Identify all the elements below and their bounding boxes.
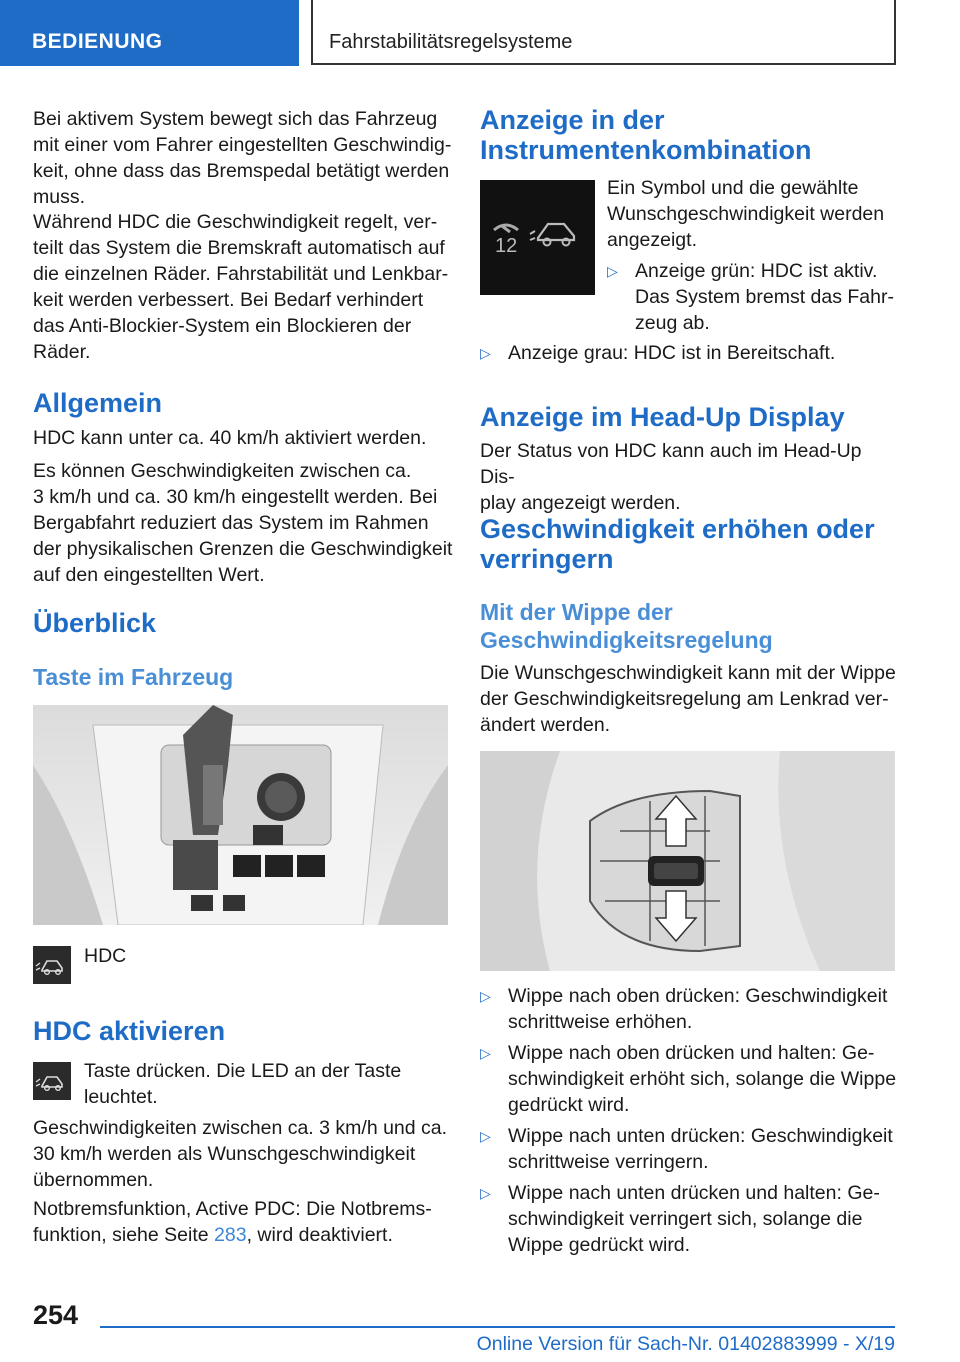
heading-line: Geschwindigkeitsregelung — [480, 627, 773, 653]
heading-wippe — [480, 598, 900, 654]
para-line: Bergabfahrt reduziert das System im Rahmen — [33, 512, 429, 534]
heading-hud: Anzeige im Head-Up Display — [480, 402, 845, 432]
para-line: Räder. — [33, 341, 91, 363]
para-line: Wunschgeschwindigkeit werden — [607, 203, 885, 225]
intro-line: Bei aktivem System bewegt sich das Fahrzeug — [33, 108, 438, 130]
bullet-line: zeug ab. — [635, 312, 710, 334]
para-line: play angezeigt werden. — [480, 492, 681, 514]
para-line: das Anti-Blockier-System ein Blockieren der — [33, 315, 412, 337]
page-number: 254 — [33, 1300, 79, 1330]
list-item — [480, 340, 900, 366]
para-line: der Geschwindigkeitsregelung am Lenkrad ver‐ — [480, 688, 889, 710]
para-line: ändert werden. — [480, 714, 611, 736]
intro-line: muss. — [33, 186, 86, 208]
brake-distribution-paragraph — [33, 209, 453, 365]
steering-rocker-image — [480, 751, 895, 971]
chapter-title: Fahrstabilitätsregelsysteme — [311, 0, 896, 65]
wippe-text — [480, 660, 900, 738]
para-line: die einzelnen Räder. Fahrstabilität und Lenkbar‐ — [33, 263, 449, 285]
para-line: 30 km/h werden als Wunschgeschwindigkeit — [33, 1143, 416, 1165]
para-line: Ein Symbol und die gewählte — [607, 177, 859, 199]
para-line: 3 km/h und ca. 30 km/h eingestellt werden. Bei — [33, 486, 438, 508]
bullet-triangle-icon: ▷ — [480, 988, 491, 1004]
hdc-icon — [33, 946, 71, 984]
para-line: keit werden verbessert. Bei Bedarf verhindert — [33, 289, 424, 311]
heading-anzeige-instrument — [480, 105, 900, 165]
hdc-label: HDC — [84, 945, 127, 967]
section-tab[interactable]: BEDIENUNG — [0, 0, 299, 66]
heading-line: Geschwindigkeit erhöhen oder — [480, 514, 875, 544]
hud-text — [480, 438, 900, 516]
center-console-image — [33, 705, 448, 925]
footer-divider — [100, 1326, 895, 1328]
notbrems-text: , wird deaktiviert. — [246, 1224, 393, 1246]
para-line: Die Wunschgeschwindigkeit kann mit der Wippe — [480, 662, 896, 684]
aktivieren-paragraph — [33, 1115, 453, 1193]
allgemein-text: HDC kann unter ca. 40 km/h aktiviert werden. — [33, 427, 427, 449]
bullet-text — [508, 1123, 900, 1175]
bullet-line: Wippe gedrückt wird. — [508, 1234, 691, 1256]
cluster-display-image — [480, 180, 595, 295]
para-line: Notbremsfunktion, Active PDC: Die Notbrems‐ — [33, 1198, 432, 1220]
notbrems-text: funktion, siehe Seite — [33, 1224, 215, 1246]
list-item — [480, 1180, 900, 1258]
bullet-triangle-icon: ▷ — [480, 1045, 491, 1061]
bullet-line: Wippe nach unten drücken und halten: Ge‐ — [508, 1182, 880, 1204]
para-line: Es können Geschwindigkeiten zwischen ca. — [33, 460, 412, 482]
intro-line: mit einer vom Fahrer eingestellten Geschwindig‐ — [33, 134, 452, 156]
para-line: angezeigt. — [607, 229, 697, 251]
bullet-text — [508, 1040, 900, 1118]
aktivieren-icon-text — [84, 1058, 444, 1110]
intro-paragraph — [33, 106, 453, 210]
list-item — [607, 258, 897, 336]
bullet-line: gedrückt wird. — [508, 1094, 630, 1116]
para-line: der physikalischen Grenzen die Geschwindigkeit — [33, 538, 453, 560]
bullet-line: schrittweise verringern. — [508, 1151, 709, 1173]
bullet-line: schwindigkeit erhöht sich, solange die Wippe — [508, 1068, 897, 1090]
list-item — [480, 1123, 900, 1175]
notbrems-paragraph — [33, 1196, 453, 1248]
bullet-line: Anzeige grün: HDC ist aktiv. — [635, 260, 878, 282]
para-line: Der Status von HDC kann auch im Head-Up Dis‐ — [480, 440, 862, 488]
bullet-triangle-icon: ▷ — [607, 263, 618, 279]
cluster-hdc-symbol — [480, 180, 595, 295]
para-line: Während HDC die Geschwindigkeit regelt, ver‐ — [33, 211, 438, 233]
heading-line: Instrumentenkombination — [480, 135, 812, 165]
bullet-triangle-icon: ▷ — [480, 1128, 491, 1144]
allgemein-paragraph — [33, 458, 453, 588]
bullet-line: Wippe nach unten drücken: Geschwindigkeit — [508, 1125, 893, 1147]
bullet-line: schrittweise erhöhen. — [508, 1011, 693, 1033]
heading-ueberblick: Überblick — [33, 608, 157, 638]
list-item — [480, 983, 900, 1035]
para-line: Geschwindigkeiten zwischen ca. 3 km/h und ca. — [33, 1117, 448, 1139]
list-item — [480, 1040, 900, 1118]
bullet-triangle-icon: ▷ — [480, 345, 491, 361]
page-link-283[interactable]: 283 — [214, 1224, 247, 1246]
para-line: auf den eingestellten Wert. — [33, 564, 265, 586]
heading-line: verringern — [480, 544, 614, 574]
bullet-text — [508, 983, 900, 1035]
heading-hdc-aktivieren: HDC aktivieren — [33, 1016, 226, 1046]
bullet-line: Wippe nach oben drücken und halten: Ge‐ — [508, 1042, 875, 1064]
rocker-illustration — [480, 751, 895, 971]
para-line: teilt das System die Bremskraft automatisch auf — [33, 237, 445, 259]
anzeige-text — [607, 175, 897, 253]
heading-taste: Taste im Fahrzeug — [33, 664, 234, 690]
bullet-text — [508, 1180, 900, 1258]
para-line — [33, 1222, 453, 1248]
console-illustration — [33, 705, 448, 925]
footer-text: Online Version für Sach-Nr. 01402883999 - X/19 — [476, 1333, 895, 1355]
heading-speed — [480, 514, 900, 574]
heading-line: Mit der Wippe der — [480, 599, 673, 625]
heading-allgemein: Allgemein — [33, 388, 163, 418]
para-line: übernommen. — [33, 1169, 154, 1191]
bullet-line: Wippe nach oben drücken: Geschwindigkeit — [508, 985, 888, 1007]
para-line: leuchtet. — [84, 1086, 158, 1108]
heading-line: Anzeige in der — [480, 105, 665, 135]
bullet-text: Anzeige grau: HDC ist in Bereitschaft. — [508, 342, 836, 364]
intro-line: keit, ohne dass das Bremspedal betätigt werden — [33, 160, 450, 182]
bullet-text — [635, 258, 897, 336]
bullet-triangle-icon: ▷ — [480, 1185, 491, 1201]
cluster-speed-number: 12 — [495, 235, 518, 257]
bullet-line: schwindigkeit verringert sich, solange die — [508, 1208, 863, 1230]
bullet-line: Das System bremst das Fahr‐ — [635, 286, 894, 308]
para-line: Taste drücken. Die LED an der Taste — [84, 1060, 402, 1082]
hdc-button-icon — [33, 1062, 71, 1100]
